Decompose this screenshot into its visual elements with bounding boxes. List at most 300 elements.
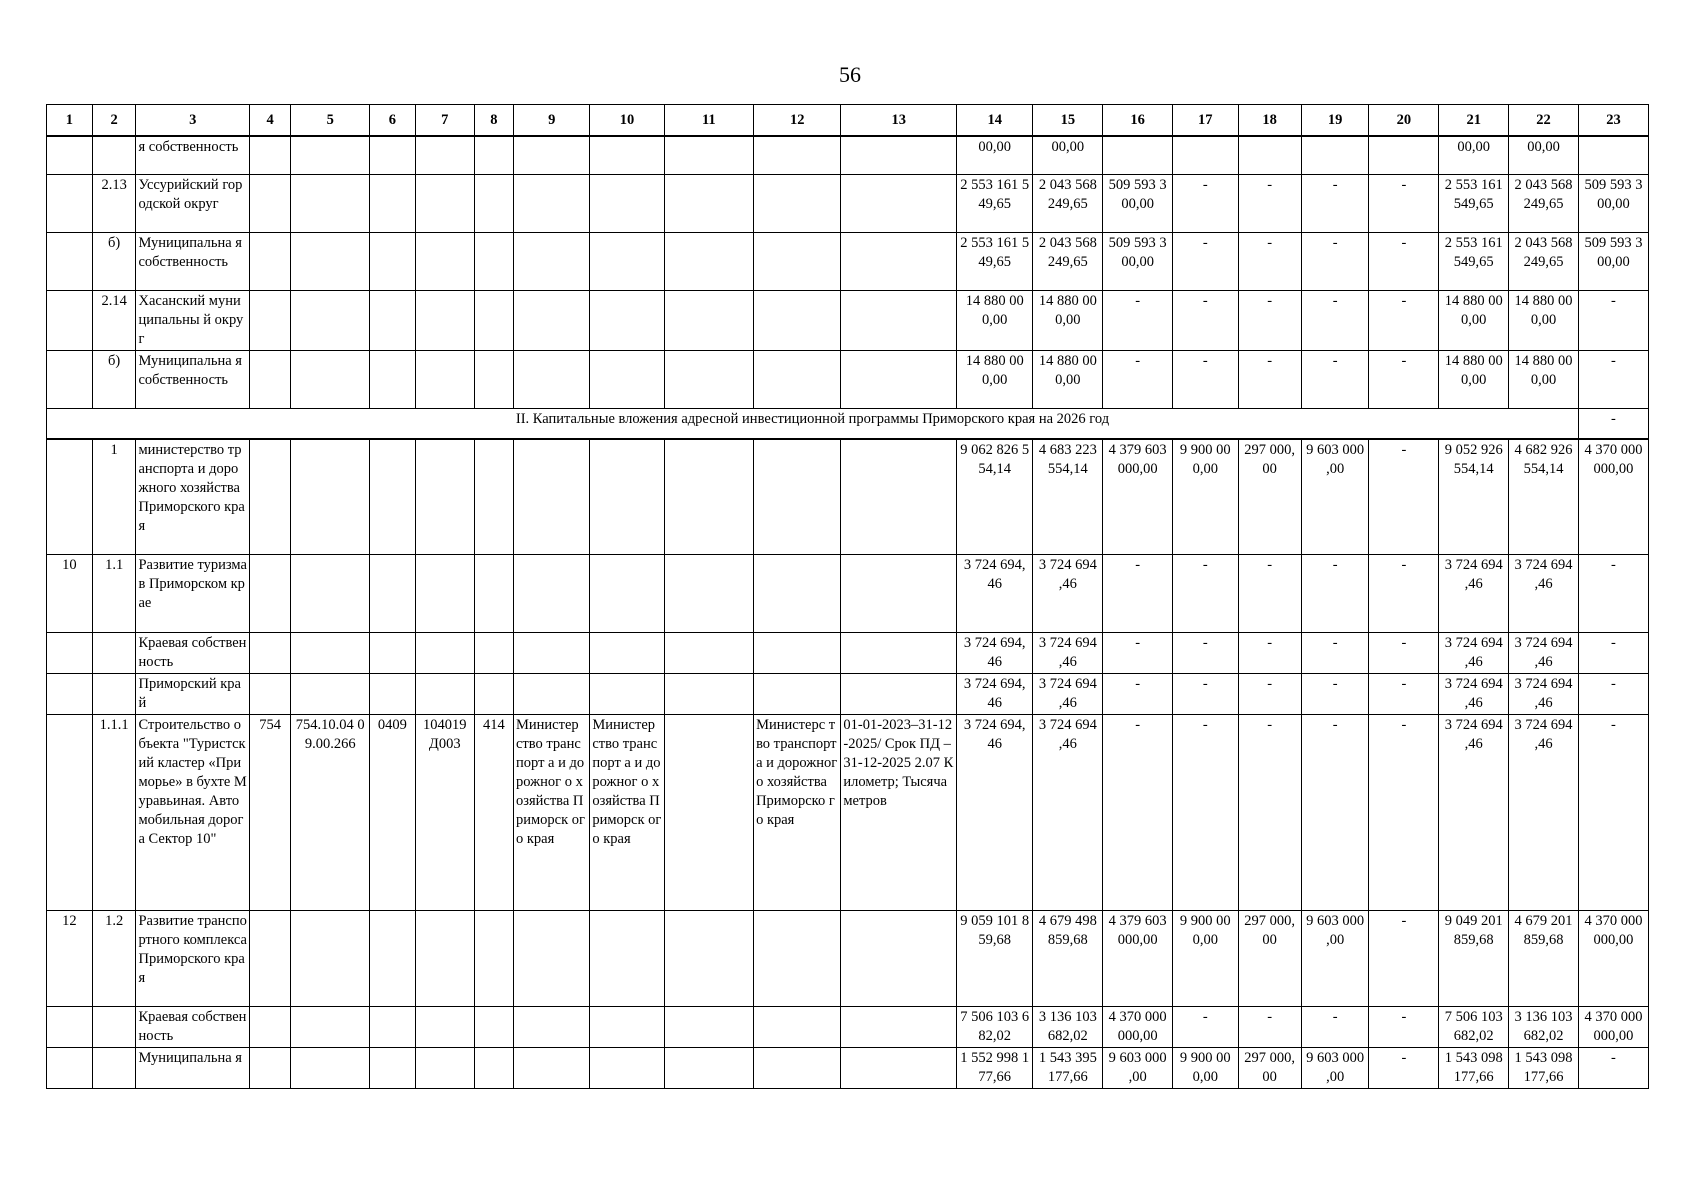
cell-c17: 9 900 00 0,00 (1173, 439, 1238, 555)
column-header-1: 1 (47, 105, 93, 137)
cell-c14: 3 724 694, 46 (957, 633, 1033, 674)
cell-c13 (841, 674, 957, 715)
cell-c14: 3 724 694, 46 (957, 715, 1033, 911)
column-header-16: 16 (1103, 105, 1173, 137)
cell-c2: 2.13 (92, 174, 136, 232)
column-header-15: 15 (1033, 105, 1103, 137)
cell-c9 (514, 633, 590, 674)
cell-c6 (369, 350, 415, 408)
cell-c20: - (1369, 290, 1439, 350)
cell-c3: министерство транспорта и дорожного хозяйства Приморского края (136, 439, 249, 555)
column-header-9: 9 (514, 105, 590, 137)
cell-c1 (47, 290, 93, 350)
cell-c11 (664, 290, 753, 350)
cell-c10 (590, 350, 664, 408)
cell-c6 (369, 633, 415, 674)
cell-c9 (514, 232, 590, 290)
cell-c23: - (1578, 290, 1648, 350)
cell-c12 (754, 439, 841, 555)
cell-c8 (474, 136, 513, 174)
cell-c6: 0409 (369, 715, 415, 911)
cell-c19: - (1301, 1007, 1369, 1048)
cell-c2: 1.1.1 (92, 715, 136, 911)
cell-c3: я собственность (136, 136, 249, 174)
table-row (47, 555, 1649, 633)
cell-c7 (415, 674, 474, 715)
cell-c4 (249, 232, 290, 290)
cell-c10 (590, 439, 664, 555)
cell-c18: - (1238, 715, 1301, 911)
cell-c12 (754, 290, 841, 350)
cell-c10 (590, 674, 664, 715)
cell-c3: Краевая собственность (136, 1007, 249, 1048)
cell-c18: - (1238, 350, 1301, 408)
cell-c16: - (1103, 715, 1173, 911)
column-header-2: 2 (92, 105, 136, 137)
cell-c7 (415, 633, 474, 674)
cell-c11 (664, 1007, 753, 1048)
cell-c23: - (1578, 633, 1648, 674)
table-body (47, 136, 1649, 1089)
cell-c11 (664, 674, 753, 715)
cell-c19 (1301, 136, 1369, 174)
cell-c19: - (1301, 674, 1369, 715)
cell-c19: - (1301, 232, 1369, 290)
cell-c21: 3 724 694 ,46 (1439, 555, 1509, 633)
cell-c21: 9 052 926 554,14 (1439, 439, 1509, 555)
cell-c23 (1578, 136, 1648, 174)
cell-c16: - (1103, 555, 1173, 633)
column-header-6: 6 (369, 105, 415, 137)
cell-c4 (249, 1007, 290, 1048)
cell-c18: - (1238, 174, 1301, 232)
cell-c1 (47, 350, 93, 408)
cell-c5 (291, 174, 370, 232)
cell-c15: 2 043 568 249,65 (1033, 174, 1103, 232)
cell-c14: 9 059 101 859,68 (957, 911, 1033, 1007)
column-header-8: 8 (474, 105, 513, 137)
cell-c22: 00,00 (1509, 136, 1579, 174)
cell-c14: 3 724 694, 46 (957, 674, 1033, 715)
table-row (47, 136, 1649, 174)
cell-c23: - (1578, 555, 1648, 633)
cell-c1 (47, 1007, 93, 1048)
cell-c18: - (1238, 633, 1301, 674)
column-header-10: 10 (590, 105, 664, 137)
cell-c2 (92, 1007, 136, 1048)
column-header-17: 17 (1173, 105, 1238, 137)
cell-c7 (415, 911, 474, 1007)
cell-c5 (291, 674, 370, 715)
cell-c1 (47, 439, 93, 555)
cell-c11 (664, 555, 753, 633)
cell-c2: 1.2 (92, 911, 136, 1007)
cell-c11 (664, 715, 753, 911)
cell-c23: - (1578, 715, 1648, 911)
cell-c3: Строительство объекта "Туристский кластер «Приморье» в бухте Муравьиная. Автомобильная дорога Сектор 10" (136, 715, 249, 911)
column-header-21: 21 (1439, 105, 1509, 137)
cell-c12 (754, 232, 841, 290)
cell-c11 (664, 911, 753, 1007)
cell-c16: 4 379 603 000,00 (1103, 439, 1173, 555)
cell-c8 (474, 174, 513, 232)
cell-c20: - (1369, 350, 1439, 408)
cell-c23: - (1578, 1048, 1648, 1089)
cell-c22: 4 682 926 554,14 (1509, 439, 1579, 555)
cell-c21: 2 553 161 549,65 (1439, 174, 1509, 232)
cell-c15: 3 136 103 682,02 (1033, 1007, 1103, 1048)
cell-c18: - (1238, 232, 1301, 290)
cell-c3: Развитие туризма в Приморском крае (136, 555, 249, 633)
cell-c23: 4 370 000 000,00 (1578, 911, 1648, 1007)
cell-c20: - (1369, 174, 1439, 232)
cell-c5: 754.10.04 09.00.266 (291, 715, 370, 911)
cell-c17: - (1173, 350, 1238, 408)
cell-c17: - (1173, 232, 1238, 290)
cell-c12 (754, 1048, 841, 1089)
cell-c21: 7 506 103 682,02 (1439, 1007, 1509, 1048)
cell-c14: 14 880 00 0,00 (957, 290, 1033, 350)
table-row (47, 439, 1649, 555)
column-header-4: 4 (249, 105, 290, 137)
cell-c19: 9 603 000 ,00 (1301, 439, 1369, 555)
cell-c21: 14 880 00 0,00 (1439, 350, 1509, 408)
cell-c12 (754, 136, 841, 174)
cell-c2: б) (92, 350, 136, 408)
cell-c4 (249, 174, 290, 232)
cell-c5 (291, 1007, 370, 1048)
cell-c11 (664, 439, 753, 555)
cell-c3: Муниципальна я собственность (136, 350, 249, 408)
cell-c15: 3 724 694 ,46 (1033, 555, 1103, 633)
cell-c4 (249, 136, 290, 174)
cell-c14: 9 062 826 554,14 (957, 439, 1033, 555)
cell-c10 (590, 136, 664, 174)
cell-c17: - (1173, 174, 1238, 232)
column-header-11: 11 (664, 105, 753, 137)
cell-c13 (841, 290, 957, 350)
cell-c6 (369, 136, 415, 174)
cell-c15: 1 543 395 177,66 (1033, 1048, 1103, 1089)
cell-c8 (474, 911, 513, 1007)
cell-c17 (1173, 136, 1238, 174)
cell-c20: - (1369, 1007, 1439, 1048)
table-row (47, 174, 1649, 232)
cell-c9 (514, 439, 590, 555)
cell-c4 (249, 350, 290, 408)
cell-c15: 14 880 00 0,00 (1033, 350, 1103, 408)
cell-c17: - (1173, 674, 1238, 715)
cell-c3: Муниципальна я собственность (136, 232, 249, 290)
cell-c11 (664, 350, 753, 408)
cell-c21: 00,00 (1439, 136, 1509, 174)
cell-c13 (841, 1007, 957, 1048)
cell-c9 (514, 555, 590, 633)
cell-c14: 1 552 998 177,66 (957, 1048, 1033, 1089)
cell-c11 (664, 174, 753, 232)
cell-c11 (664, 232, 753, 290)
cell-c16 (1103, 136, 1173, 174)
cell-c1 (47, 136, 93, 174)
cell-c5 (291, 290, 370, 350)
cell-c16: - (1103, 674, 1173, 715)
cell-c15: 3 724 694 ,46 (1033, 674, 1103, 715)
cell-c6 (369, 439, 415, 555)
cell-c10 (590, 232, 664, 290)
cell-c4: 754 (249, 715, 290, 911)
cell-c21: 1 543 098 177,66 (1439, 1048, 1509, 1089)
column-header-18: 18 (1238, 105, 1301, 137)
cell-c6 (369, 290, 415, 350)
cell-c17: - (1173, 290, 1238, 350)
cell-c2 (92, 1048, 136, 1089)
cell-c7 (415, 174, 474, 232)
cell-c19: - (1301, 633, 1369, 674)
cell-c8 (474, 633, 513, 674)
cell-c19: 9 603 000 ,00 (1301, 1048, 1369, 1089)
cell-c22: 1 543 098 177,66 (1509, 1048, 1579, 1089)
cell-c18: - (1238, 674, 1301, 715)
cell-c12 (754, 174, 841, 232)
cell-c23: - (1578, 674, 1648, 715)
cell-c8: 414 (474, 715, 513, 911)
cell-c7: 104019 Д003 (415, 715, 474, 911)
cell-c9 (514, 174, 590, 232)
cell-c6 (369, 674, 415, 715)
cell-c15: 4 679 498 859,68 (1033, 911, 1103, 1007)
cell-c10 (590, 633, 664, 674)
section-title: II. Капитальные вложения адресной инвестиционной программы Приморского края на 2026 год (47, 408, 1579, 439)
cell-c6 (369, 1007, 415, 1048)
cell-c14: 7 506 103 682,02 (957, 1007, 1033, 1048)
table-row (47, 1007, 1649, 1048)
cell-c4 (249, 911, 290, 1007)
table-row (47, 633, 1649, 674)
cell-c21: 3 724 694 ,46 (1439, 633, 1509, 674)
cell-c19: - (1301, 715, 1369, 911)
cell-c13 (841, 555, 957, 633)
cell-c5 (291, 911, 370, 1007)
cell-c12 (754, 633, 841, 674)
cell-c19: - (1301, 290, 1369, 350)
cell-c18: - (1238, 1007, 1301, 1048)
table-row (47, 1048, 1649, 1089)
cell-c7 (415, 136, 474, 174)
cell-c1 (47, 174, 93, 232)
column-header-13: 13 (841, 105, 957, 137)
cell-c8 (474, 232, 513, 290)
cell-c10 (590, 911, 664, 1007)
cell-c2: 2.14 (92, 290, 136, 350)
cell-c8 (474, 290, 513, 350)
column-header-12: 12 (754, 105, 841, 137)
cell-c17: - (1173, 555, 1238, 633)
cell-c20: - (1369, 633, 1439, 674)
cell-c3: Уссурийский городской округ (136, 174, 249, 232)
column-header-22: 22 (1509, 105, 1579, 137)
cell-c15: 4 683 223 554,14 (1033, 439, 1103, 555)
cell-c20: - (1369, 232, 1439, 290)
cell-c20: - (1369, 439, 1439, 555)
cell-c5 (291, 1048, 370, 1089)
cell-c16: 4 370 000 000,00 (1103, 1007, 1173, 1048)
cell-c5 (291, 232, 370, 290)
investment-table (46, 104, 1649, 1089)
cell-c6 (369, 1048, 415, 1089)
cell-c20: - (1369, 555, 1439, 633)
cell-c7 (415, 1048, 474, 1089)
cell-c2: 1.1 (92, 555, 136, 633)
cell-c16: - (1103, 290, 1173, 350)
cell-c13 (841, 350, 957, 408)
cell-c10 (590, 1048, 664, 1089)
cell-c12: Министерс тво транспорта и дорожного хозяйства Приморско го края (754, 715, 841, 911)
cell-c8 (474, 1048, 513, 1089)
cell-c21: 3 724 694 ,46 (1439, 674, 1509, 715)
cell-c12 (754, 911, 841, 1007)
column-header-7: 7 (415, 105, 474, 137)
cell-c23: - (1578, 350, 1648, 408)
cell-c22: 3 724 694 ,46 (1509, 715, 1579, 911)
cell-c4 (249, 1048, 290, 1089)
cell-c14: 2 553 161 549,65 (957, 174, 1033, 232)
cell-c20: - (1369, 1048, 1439, 1089)
cell-c22: 14 880 00 0,00 (1509, 350, 1579, 408)
cell-c7 (415, 555, 474, 633)
cell-c12 (754, 674, 841, 715)
cell-c13 (841, 1048, 957, 1089)
column-header-5: 5 (291, 105, 370, 137)
cell-c6 (369, 232, 415, 290)
cell-c23: 509 593 3 00,00 (1578, 232, 1648, 290)
cell-c11 (664, 1048, 753, 1089)
cell-c4 (249, 674, 290, 715)
cell-c10 (590, 290, 664, 350)
cell-c17: - (1173, 1007, 1238, 1048)
cell-c23: 509 593 3 00,00 (1578, 174, 1648, 232)
cell-c22: 3 724 694 ,46 (1509, 555, 1579, 633)
cell-c1 (47, 674, 93, 715)
cell-c13 (841, 911, 957, 1007)
cell-c14: 14 880 00 0,00 (957, 350, 1033, 408)
cell-c18: 297 000, 00 (1238, 1048, 1301, 1089)
cell-c20: - (1369, 715, 1439, 911)
cell-c3: Хасанский муниципальны й округ (136, 290, 249, 350)
cell-c18: 297 000, 00 (1238, 911, 1301, 1007)
cell-c2: 1 (92, 439, 136, 555)
cell-c16: - (1103, 633, 1173, 674)
column-header-3: 3 (136, 105, 249, 137)
page-number: 56 (839, 62, 861, 87)
cell-c6 (369, 555, 415, 633)
cell-c23: 4 370 000 000,00 (1578, 1007, 1648, 1048)
cell-c3: Приморский край (136, 674, 249, 715)
cell-c10 (590, 174, 664, 232)
cell-c22: 2 043 568 249,65 (1509, 174, 1579, 232)
cell-c22: 14 880 00 0,00 (1509, 290, 1579, 350)
cell-c6 (369, 174, 415, 232)
cell-c2 (92, 633, 136, 674)
cell-c22: 3 136 103 682,02 (1509, 1007, 1579, 1048)
cell-c11 (664, 633, 753, 674)
cell-c7 (415, 1007, 474, 1048)
cell-c5 (291, 350, 370, 408)
cell-c16: 509 593 3 00,00 (1103, 174, 1173, 232)
cell-c21: 14 880 00 0,00 (1439, 290, 1509, 350)
section-cell-23: - (1578, 408, 1648, 439)
cell-c18: 297 000, 00 (1238, 439, 1301, 555)
cell-c13: 01-01-2023–31-12-2025/ Срок ПД – 31-12-2025 2.07 Километр; Тысяча метров (841, 715, 957, 911)
cell-c17: - (1173, 715, 1238, 911)
column-header-23: 23 (1578, 105, 1648, 137)
cell-c17: - (1173, 633, 1238, 674)
section-header-row (47, 408, 1649, 439)
cell-c4 (249, 439, 290, 555)
cell-c4 (249, 633, 290, 674)
cell-c9 (514, 136, 590, 174)
cell-c1: 12 (47, 911, 93, 1007)
cell-c21: 2 553 161 549,65 (1439, 232, 1509, 290)
cell-c17: 9 900 00 0,00 (1173, 911, 1238, 1007)
cell-c8 (474, 555, 513, 633)
cell-c16: 9 603 000 ,00 (1103, 1048, 1173, 1089)
cell-c1 (47, 232, 93, 290)
cell-c16: - (1103, 350, 1173, 408)
table-row (47, 232, 1649, 290)
cell-c9 (514, 674, 590, 715)
cell-c16: 4 379 603 000,00 (1103, 911, 1173, 1007)
cell-c3: Развитие транспортного комплекса Приморского края (136, 911, 249, 1007)
cell-c19: - (1301, 555, 1369, 633)
table-row (47, 350, 1649, 408)
cell-c13 (841, 136, 957, 174)
cell-c23: 4 370 000 000,00 (1578, 439, 1648, 555)
column-header-14: 14 (957, 105, 1033, 137)
table-row (47, 290, 1649, 350)
cell-c22: 4 679 201 859,68 (1509, 911, 1579, 1007)
cell-c1 (47, 633, 93, 674)
cell-c18: - (1238, 555, 1301, 633)
cell-c6 (369, 911, 415, 1007)
cell-c7 (415, 439, 474, 555)
cell-c7 (415, 350, 474, 408)
column-header-19: 19 (1301, 105, 1369, 137)
cell-c7 (415, 290, 474, 350)
cell-c14: 3 724 694, 46 (957, 555, 1033, 633)
cell-c19: - (1301, 174, 1369, 232)
cell-c9: Министер ство транспорт а и дорожног о хозяйства Приморск ого края (514, 715, 590, 911)
cell-c21: 3 724 694 ,46 (1439, 715, 1509, 911)
cell-c9 (514, 911, 590, 1007)
cell-c13 (841, 232, 957, 290)
cell-c7 (415, 232, 474, 290)
cell-c22: 3 724 694 ,46 (1509, 633, 1579, 674)
cell-c14: 2 553 161 549,65 (957, 232, 1033, 290)
header-row (47, 105, 1649, 137)
cell-c9 (514, 350, 590, 408)
cell-c16: 509 593 3 00,00 (1103, 232, 1173, 290)
cell-c10 (590, 555, 664, 633)
cell-c11 (664, 136, 753, 174)
cell-c4 (249, 290, 290, 350)
cell-c12 (754, 555, 841, 633)
cell-c5 (291, 633, 370, 674)
cell-c15: 14 880 00 0,00 (1033, 290, 1103, 350)
cell-c5 (291, 555, 370, 633)
cell-c10 (590, 1007, 664, 1048)
cell-c15: 00,00 (1033, 136, 1103, 174)
cell-c20 (1369, 136, 1439, 174)
